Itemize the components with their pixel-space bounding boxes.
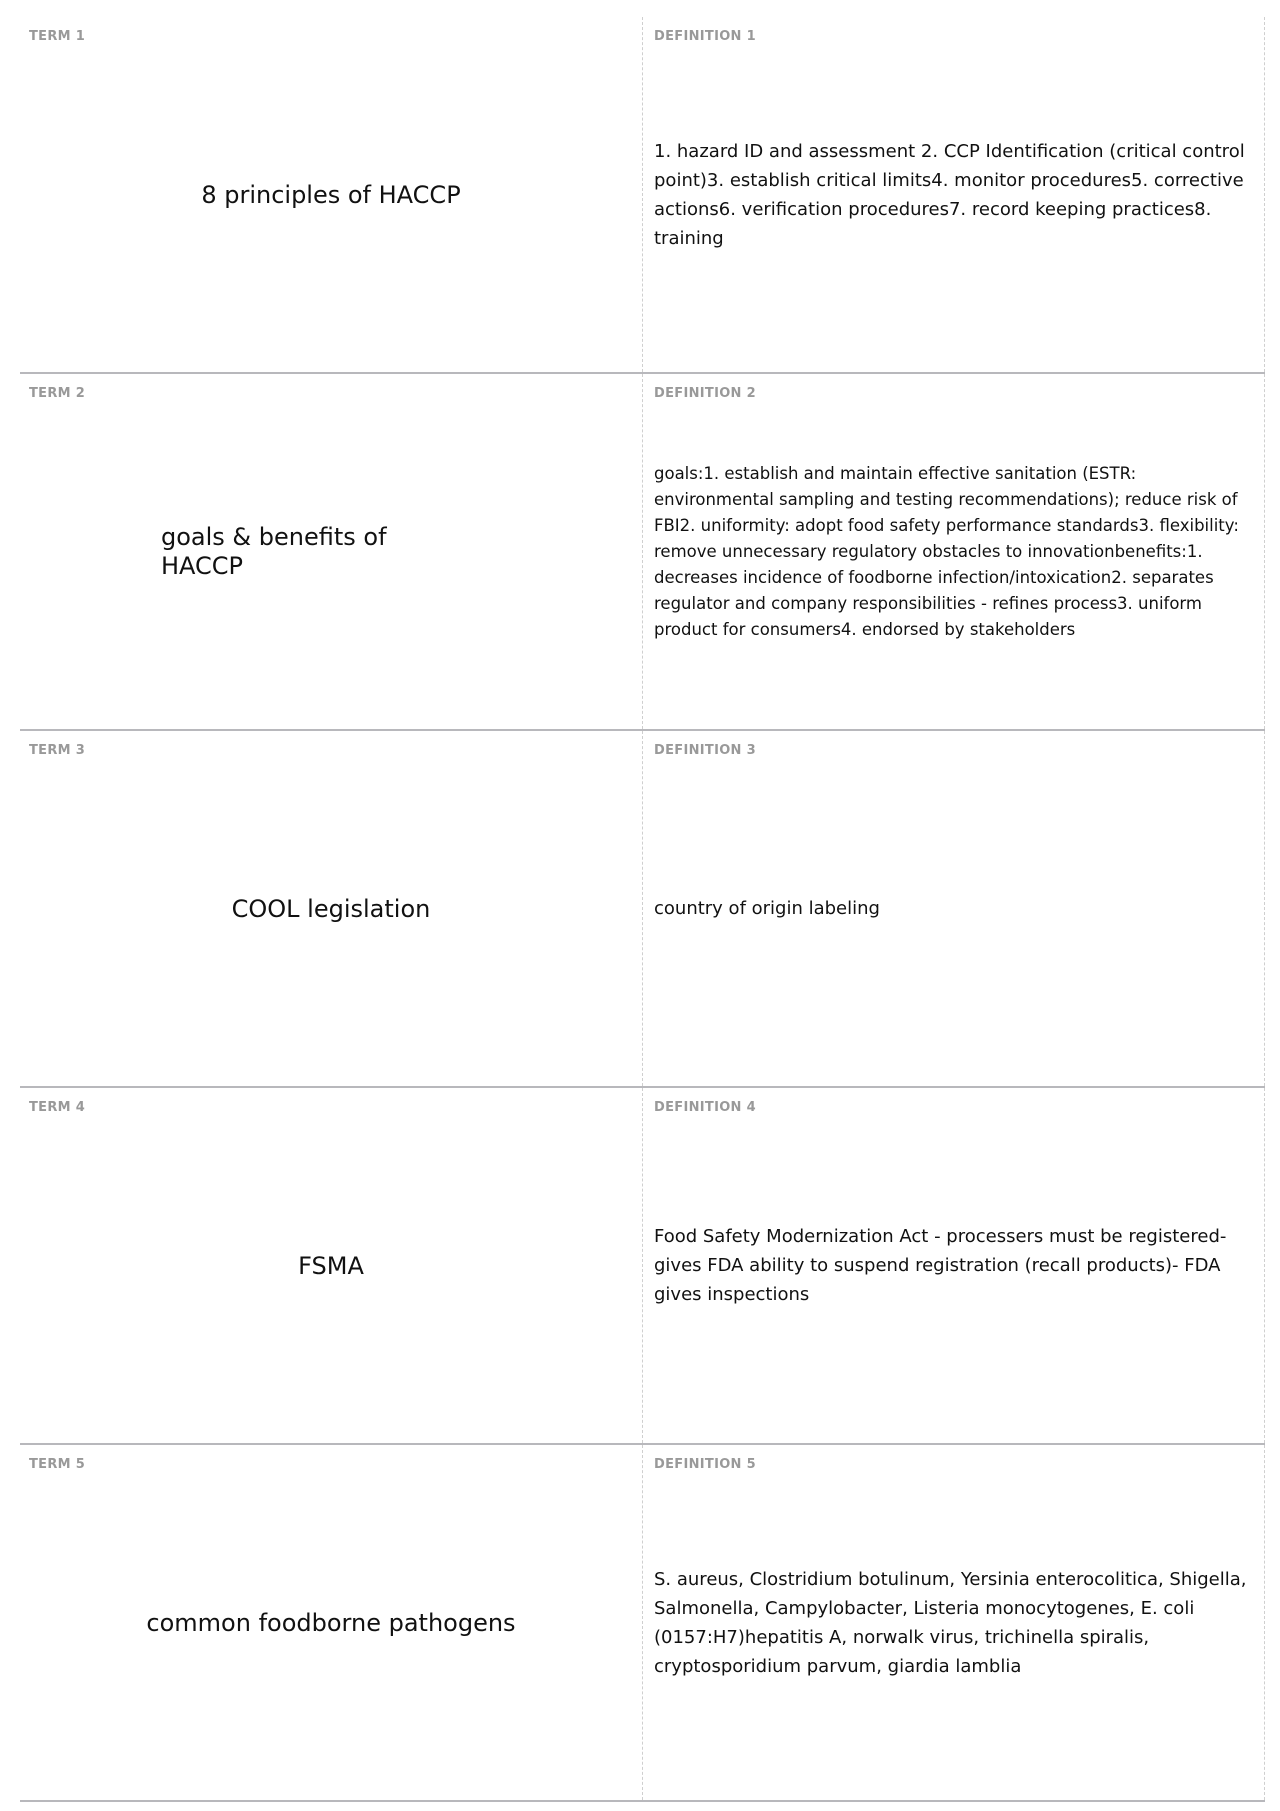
- term-cell: [20, 17, 642, 372]
- definition-value: country of origin labeling: [654, 898, 880, 919]
- definition-cell: [642, 1088, 1265, 1443]
- term-text: [20, 374, 642, 729]
- definition-cell: [642, 731, 1265, 1086]
- definition-cell: [642, 374, 1265, 729]
- definition-text: [654, 374, 1256, 729]
- card-row: [20, 374, 1265, 731]
- term-text: [20, 731, 642, 1086]
- definition-label: DEFINITION 4: [654, 1100, 756, 1115]
- term-label: TERM 1: [29, 29, 86, 44]
- definition-text: [654, 1088, 1256, 1443]
- definition-value: Food Safety Modernization Act - processers must be registered- gives FDA ability to suspend registration (recall products)- FDA gives inspections: [654, 1226, 1227, 1305]
- term-cell: [20, 731, 642, 1086]
- term-label: TERM 5: [29, 1457, 86, 1472]
- definition-label: DEFINITION 2: [654, 386, 756, 401]
- definition-text: [654, 1445, 1256, 1800]
- flashcard-sheet: [20, 17, 1265, 1802]
- definition-cell: [642, 17, 1265, 372]
- definition-cell: [642, 1445, 1265, 1800]
- term-cell: [20, 1445, 642, 1800]
- term-label: TERM 4: [29, 1100, 86, 1115]
- card-row: [20, 731, 1265, 1088]
- definition-label: DEFINITION 5: [654, 1457, 756, 1472]
- term-value: FSMA: [298, 1251, 364, 1280]
- card-row: [20, 1088, 1265, 1445]
- term-value: goals & benefits of HACCP: [161, 522, 387, 580]
- card-row: [20, 1445, 1265, 1802]
- definition-label: DEFINITION 1: [654, 29, 756, 44]
- term-cell: [20, 374, 642, 729]
- term-cell: [20, 1088, 642, 1443]
- term-value: COOL legislation: [231, 894, 431, 923]
- term-label: TERM 3: [29, 743, 86, 758]
- definition-text: [654, 731, 1256, 1086]
- card-row: [20, 17, 1265, 374]
- term-text: [20, 17, 642, 372]
- term-value: common foodborne pathogens: [146, 1608, 516, 1637]
- definition-label: DEFINITION 3: [654, 743, 756, 758]
- definition-value: S. aureus, Clostridium botulinum, Yersinia enterocolitica, Shigella, Salmonella, Campylobacter, Listeria monocytogenes, E. coli (0157:H7)hepatitis A, norwalk virus, trichinella spiralis, cryptosporidium parvum, giardia lamblia: [654, 1568, 1247, 1677]
- definition-value: goals:1. establish and maintain effective sanitation (ESTR: environmental sampling and testing recommendations); reduce risk of FBI2. uniformity: adopt food safety performance standards3. flexibility: remove unnecessary regulatory obstacles to innovationbenefits:1. decreases incidence of foodborne infection/intoxication2. separates regulator and company responsibilities - refines process3. uniform product for consumers4. endorsed by stakeholders: [654, 463, 1239, 639]
- definition-value: 1. hazard ID and assessment 2. CCP Identification (critical control point)3. establish critical limits4. monitor procedures5. corrective actions6. verification procedures7. record keeping practices8. training: [654, 140, 1245, 249]
- term-value: 8 principles of HACCP: [201, 180, 461, 209]
- term-text: [20, 1088, 642, 1443]
- definition-text: [654, 17, 1256, 372]
- term-label: TERM 2: [29, 386, 86, 401]
- term-text: [20, 1445, 642, 1800]
